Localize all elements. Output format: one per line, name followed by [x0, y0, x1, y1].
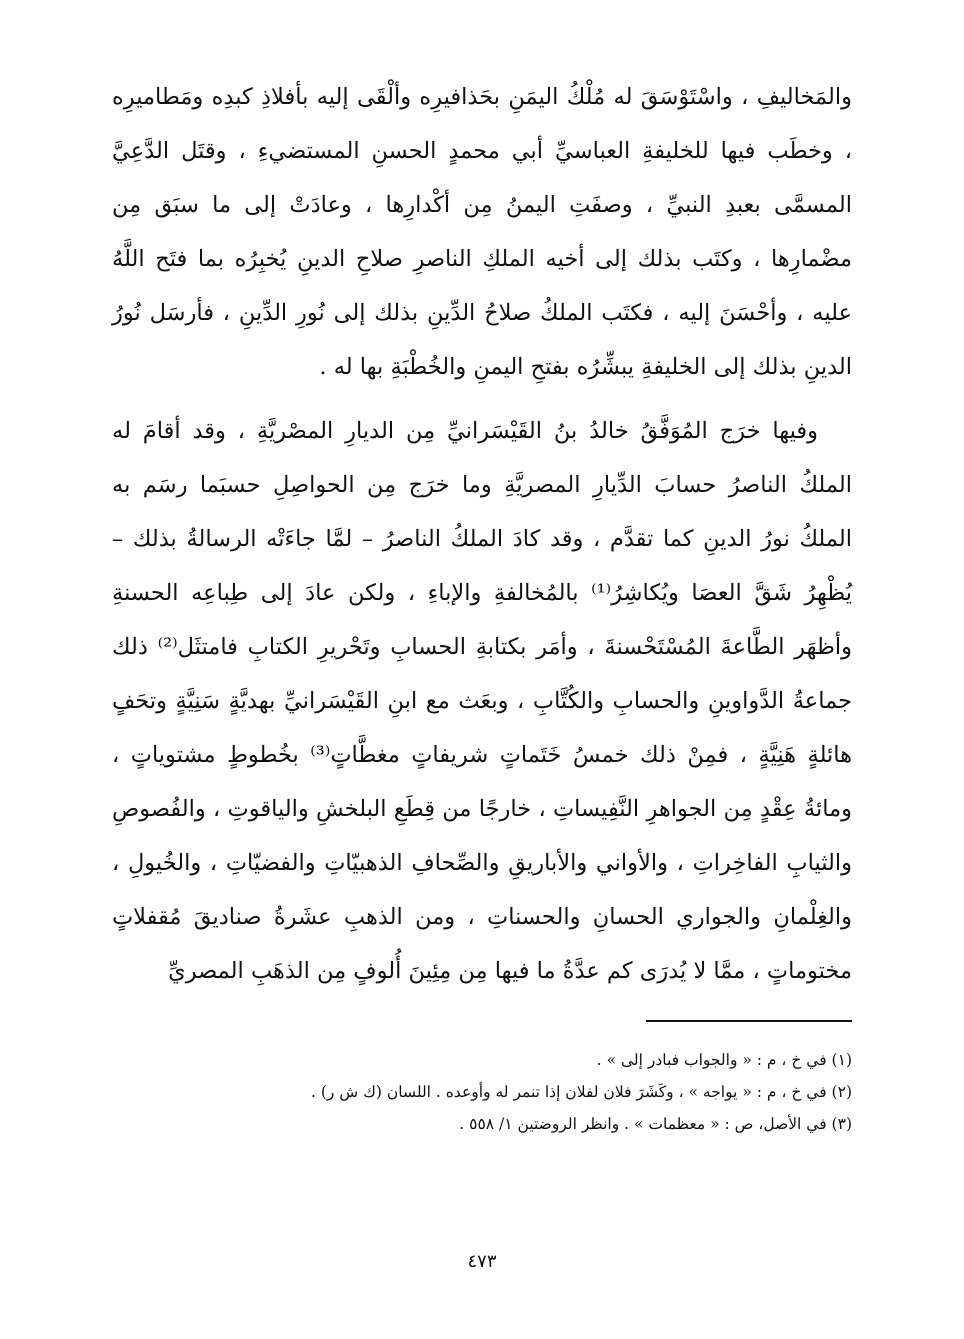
footnote-3: (٣) في الأصل، ص : « معظمات » . وانظر الروضتين ١/ ٥٥٨ . [459, 1115, 852, 1133]
footnote-separator [646, 1020, 852, 1022]
footnotes [112, 1044, 852, 1140]
paragraph-1: والمَخاليفِ ، واسْتَوْسَقَ له مُلْكُ اليمَنِ بحَذافيرِه وألْقَى إليه بأفلاذِ كبدِه ومَطاميرِه ، وخطَب فيها للخليفةِ العباسيِّ أبي محمدٍ الحسنِ المستضيءِ ، وقتَل الدَّعِيَّ المسمَّى بعبدِ النبيِّ ، وصفَتِ اليمنُ مِن أكْدارِها ، وعادَتْ إلى ما سبَق مِن مضْمارِها ، وكتَب بذلك إلى أخيه الملكِ الناصرِ صلاحِ الدينِ يُخبِرُه بما فتَح اللَّهُ عليه ، وأحْسَنَ إليه ، فكتَب الملكُ صلاحُ الدِّينِ بذلك إلى نُورِ الدِّينِ ، فأرسَل نُورُ الدينِ بذلك إلى الخليفةِ يبشِّرُه بفتحِ اليمنِ والخُطْبَةِ بها له . [112, 84, 852, 380]
page-number: ٤٧٣ [467, 1251, 497, 1272]
footnote-1: (١) في خ ، م : « والجواب فبادر إلى » . [596, 1051, 852, 1069]
main-text [112, 70, 852, 998]
footnote-2: (٢) في خ ، م : « يواجه » ، وكَشَرَ فلان لفلان إذا تنمر له وأوعده . اللسان (ك ش ر) . [310, 1083, 852, 1101]
paragraph-2: وفيها خرَج المُوَفَّقُ خالدُ بنُ القَيْسَرانيِّ مِن الديارِ المصْريَّةِ ، وقد أقامَ له الملكُ الناصرُ حسابَ الدِّيارِ المصريَّةِ وما خرَج مِن الحواصِلِ حسبَما رسَم به الملكُ نورُ الدينِ كما تقدَّم ، وقد كادَ الملكُ الناصرُ – لمَّا جاءَتْه الرسالةُ بذلك – يُظْهِرُ شَقَّ العصَا ويُكاشِرُ⁽¹⁾ بالمُخالفةِ والإباءِ ، ولكن عادَ إلى طِباعِه الحسنةِ وأظهَر الطَّاعةَ المُسْتَحْسنةَ ، وأمَر بكتابةِ الحسابِ وتَحْريرِ الكتابِ فامتثَل⁽²⁾ ذلك جماعةُ الدَّواوينِ والحسابِ والكُتَّابِ ، وبعَث مع ابنِ القَيْسَرانيِّ بهديَّةٍ سَنِيَّةٍ وتحَفٍ هائلةٍ هَنِيَّةٍ ، فمِنْ ذلك خمسُ خَتَماتٍ شريفاتٍ مغطَّاتٍ⁽³⁾ بخُطوطٍ مشتوياتٍ ، ومائةُ عِقْدٍ مِن الجواهرِ النَّفِيساتِ ، خارجًا من قِطَعِ البلخشِ والياقوتِ ، والفُصوصِ والثيابِ الفاخِراتِ ، والأواني والأباريقِ والصِّحافِ الذهبيّاتِ والفضيّاتِ ، والخُيولِ ، والغِلْمانِ والجواري الحسانِ والحسناتِ ، ومن الذهبِ عشَرةُ صناديقَ مُقفلاتٍ مختوماتٍ ، ممَّا لا يُدرَى كم عدَّةُ ما فيها مِن مِئِينَ أُلوفٍ مِن الذهَبِ المصريِّ [112, 418, 853, 984]
